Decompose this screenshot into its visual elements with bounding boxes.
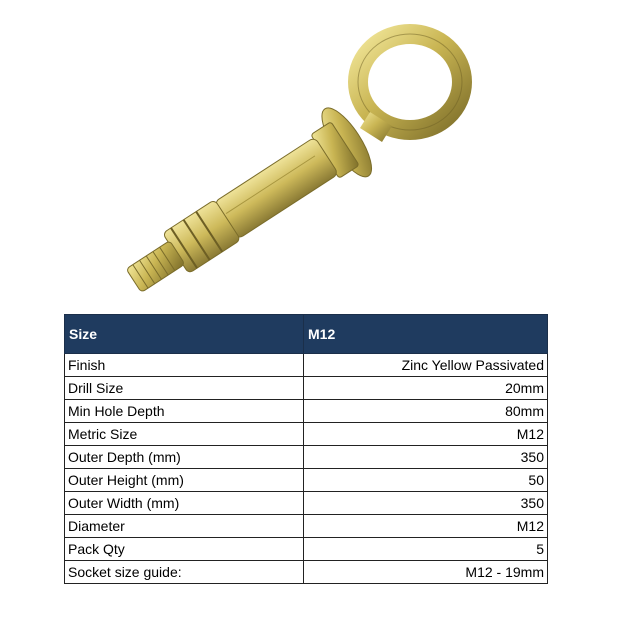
eye-bolt-anchor-image: [120, 22, 480, 302]
table-header-row: [65, 315, 548, 354]
row-label: Pack Qty: [65, 538, 304, 561]
row-label: Outer Width (mm): [65, 492, 304, 515]
row-value: 50: [304, 469, 548, 492]
row-value: 5: [304, 538, 548, 561]
table-row: [65, 423, 548, 446]
row-label: Diameter: [65, 515, 304, 538]
row-value: 20mm: [304, 377, 548, 400]
anchor-sleeve: [214, 137, 339, 239]
table-row: [65, 561, 548, 584]
row-value: Zinc Yellow Passivated: [304, 354, 548, 377]
table-row: [65, 400, 548, 423]
row-value: M12: [304, 515, 548, 538]
row-label: Finish: [65, 354, 304, 377]
row-value: M12: [304, 423, 548, 446]
row-value: M12 - 19mm: [304, 561, 548, 584]
table-row: [65, 377, 548, 400]
table-row: [65, 515, 548, 538]
row-label: Drill Size: [65, 377, 304, 400]
table-row: [65, 469, 548, 492]
row-label: Metric Size: [65, 423, 304, 446]
table-row: [65, 354, 548, 377]
header-size-value: M12: [304, 315, 548, 354]
row-label: Socket size guide:: [65, 561, 304, 584]
row-value: 350: [304, 492, 548, 515]
row-value: 80mm: [304, 400, 548, 423]
row-label: Outer Depth (mm): [65, 446, 304, 469]
header-size-label: Size: [65, 315, 304, 354]
specification-table: [64, 314, 548, 584]
row-value: 350: [304, 446, 548, 469]
row-label: Min Hole Depth: [65, 400, 304, 423]
table-row: [65, 538, 548, 561]
table-row: [65, 492, 548, 515]
row-label: Outer Height (mm): [65, 469, 304, 492]
table-row: [65, 446, 548, 469]
